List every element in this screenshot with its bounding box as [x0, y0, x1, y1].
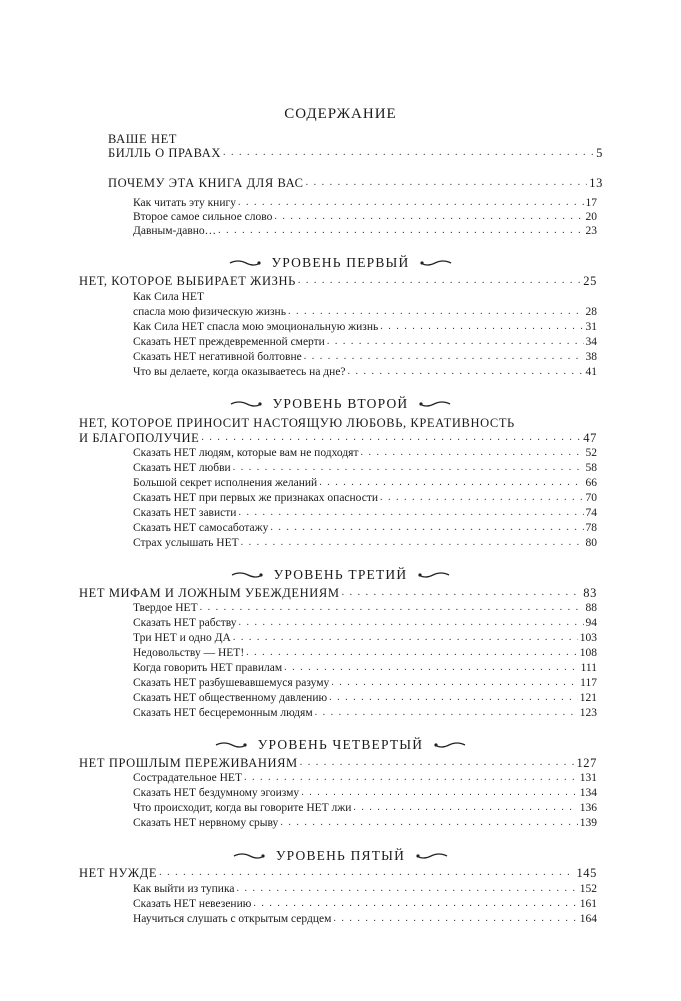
- entry-page: 103: [579, 632, 597, 644]
- leader-dots: [298, 274, 581, 288]
- entry-label: Сказать НЕТ людям, которые вам не подходят: [133, 447, 359, 459]
- entry-label: Сказать НЕТ преждевременной смерти: [133, 336, 325, 348]
- entry-page: 164: [579, 913, 597, 925]
- toc-entry[interactable]: [133, 897, 597, 911]
- entry-label: Второе самое сильное слово: [133, 211, 273, 223]
- toc-entry[interactable]: [133, 506, 597, 520]
- entry-page: 145: [576, 866, 597, 880]
- entry-page: 136: [579, 802, 597, 814]
- entry-label: Сострадательное НЕТ: [133, 772, 242, 784]
- entry-page: 70: [585, 492, 597, 504]
- ornament-icon: [433, 740, 467, 750]
- leader-dots: [253, 897, 577, 911]
- entry-label: Сказать НЕТ при первых же признаках опасности: [133, 492, 378, 504]
- toc-entry[interactable]: [133, 350, 597, 364]
- leader-dots: [300, 756, 575, 770]
- entry-page: 31: [585, 321, 597, 333]
- entry-label: Сказать НЕТ бездумному эгоизму: [133, 787, 300, 799]
- leader-dots: [159, 866, 574, 880]
- leader-dots: [280, 816, 577, 830]
- leader-dots: [274, 210, 583, 224]
- toc-entry[interactable]: [133, 676, 597, 690]
- ornament-icon: [214, 740, 248, 750]
- leader-dots: [218, 224, 583, 238]
- toc-entry[interactable]: [133, 210, 597, 224]
- entry-label: ПОЧЕМУ ЭТА КНИГА ДЛЯ ВАС: [108, 176, 304, 190]
- entry-page: 152: [579, 883, 597, 895]
- intro-first-line: ВАШЕ НЕТ: [108, 132, 178, 146]
- entry-page: 88: [585, 602, 597, 614]
- toc-chapter-entry[interactable]: [79, 431, 597, 445]
- entry-label: Сказать НЕТ невезению: [133, 898, 252, 910]
- leader-dots: [329, 691, 578, 705]
- entry-label: Сказать НЕТ общественному давлению: [133, 692, 328, 704]
- entry-page: 131: [579, 772, 597, 784]
- entry-label: Сказать НЕТ самосаботажу: [133, 522, 269, 534]
- toc-entry[interactable]: [133, 912, 597, 926]
- leader-dots: [331, 676, 578, 690]
- entry-page: 83: [583, 586, 597, 600]
- entry-page: 127: [576, 756, 597, 770]
- toc-entry[interactable]: [133, 365, 597, 379]
- toc-chapter-entry[interactable]: [79, 274, 597, 288]
- sub-first-line: Как Сила НЕТ: [133, 291, 204, 303]
- entry-page: 23: [585, 225, 597, 237]
- toc-entry[interactable]: [133, 320, 597, 334]
- entry-page: 80: [585, 537, 597, 549]
- toc-entry[interactable]: [133, 816, 597, 830]
- toc-entry[interactable]: [133, 882, 597, 896]
- toc-chapter-entry[interactable]: [79, 586, 597, 600]
- entry-label: спасла мою физическую жизнь: [133, 306, 286, 318]
- toc-chapter-entry[interactable]: [79, 866, 597, 880]
- entry-label: Страх услышать НЕТ: [133, 537, 239, 549]
- toc-entry[interactable]: [133, 224, 597, 238]
- leader-dots: [304, 350, 584, 364]
- leader-dots: [315, 706, 578, 720]
- entry-label: Сказать НЕТ зависти: [133, 507, 237, 519]
- toc-entry[interactable]: [133, 801, 597, 815]
- level-heading: [0, 737, 681, 753]
- toc-entry[interactable]: [133, 491, 597, 505]
- entry-label: Сказать НЕТ разбушевавшемуся разуму: [133, 677, 330, 689]
- leader-dots: [342, 586, 582, 600]
- entry-page: 25: [583, 274, 597, 288]
- level-heading-text: УРОВЕНЬ ВТОРОЙ: [272, 396, 409, 411]
- leader-dots: [306, 176, 588, 190]
- entry-page: 17: [585, 197, 597, 209]
- entry-label: НЕТ ПРОШЛЫМ ПЕРЕЖИВАНИЯМ: [79, 756, 298, 770]
- toc-entry[interactable]: [133, 335, 597, 349]
- toc-entry[interactable]: [133, 706, 597, 720]
- entry-page: 134: [579, 787, 597, 799]
- ornament-icon: [418, 399, 452, 409]
- leader-dots: [319, 476, 583, 490]
- leader-dots: [238, 506, 583, 520]
- leader-dots: [284, 661, 578, 675]
- toc-entry[interactable]: [133, 536, 597, 550]
- toc-entry[interactable]: [133, 661, 597, 675]
- entry-page: 139: [579, 817, 597, 829]
- ornament-icon: [229, 399, 263, 409]
- level-heading: [0, 396, 681, 412]
- toc-entry[interactable]: [133, 601, 597, 615]
- toc-entry[interactable]: [133, 521, 597, 535]
- leader-dots: [241, 536, 584, 550]
- entry-page: 38: [585, 351, 597, 363]
- entry-page: 20: [585, 211, 597, 223]
- leader-dots: [353, 801, 577, 815]
- entry-page: 13: [589, 176, 603, 190]
- leader-dots: [233, 461, 584, 475]
- entry-page: 111: [580, 662, 597, 674]
- entry-page: 74: [585, 507, 597, 519]
- entry-label: НЕТ НУЖДЕ: [79, 866, 158, 880]
- entry-label: НЕТ, КОТОРОЕ ВЫБИРАЕТ ЖИЗНЬ: [79, 274, 296, 288]
- toc-entry[interactable]: [133, 476, 597, 490]
- entry-label: Как выйти из тупика: [133, 883, 235, 895]
- leader-dots: [233, 631, 578, 645]
- leader-dots: [270, 521, 583, 535]
- level-heading-text: УРОВЕНЬ ЧЕТВЕРТЫЙ: [257, 737, 424, 752]
- leader-dots: [380, 491, 584, 505]
- toc-entry[interactable]: [108, 146, 603, 160]
- entry-page: 66: [585, 477, 597, 489]
- toc-entry[interactable]: [133, 196, 597, 210]
- entry-label: Как читать эту книгу: [133, 197, 236, 209]
- level-heading: [0, 567, 681, 583]
- leader-dots: [236, 882, 577, 896]
- ornament-icon: [232, 851, 266, 861]
- page-title: СОДЕРЖАНИЕ: [284, 106, 397, 122]
- toc-entry[interactable]: [133, 446, 597, 460]
- toc-entry[interactable]: [133, 461, 597, 475]
- leader-dots: [246, 646, 578, 660]
- toc-entry[interactable]: [133, 691, 597, 705]
- entry-page: 41: [585, 366, 597, 378]
- toc-entry[interactable]: [133, 616, 597, 630]
- entry-label: Недовольству — НЕТ!: [133, 647, 245, 659]
- entry-page: 34: [585, 336, 597, 348]
- toc-entry[interactable]: [108, 176, 603, 190]
- leader-dots: [380, 320, 583, 334]
- entry-page: 123: [579, 707, 597, 719]
- leader-dots: [200, 601, 584, 615]
- entry-label: Что происходит, когда вы говорите НЕТ лжи: [133, 802, 352, 814]
- leader-dots: [301, 786, 578, 800]
- leader-dots: [238, 196, 584, 210]
- toc-entry[interactable]: [133, 631, 597, 645]
- toc-entry[interactable]: [133, 305, 597, 319]
- entry-label: Три НЕТ и одно ДА: [133, 632, 231, 644]
- toc-entry[interactable]: [133, 771, 597, 785]
- entry-page: 52: [585, 447, 597, 459]
- entry-page: 78: [585, 522, 597, 534]
- entry-page: 58: [585, 462, 597, 474]
- entry-label: Давным-давно…: [133, 225, 217, 237]
- leader-dots: [201, 431, 581, 445]
- toc-entry[interactable]: [133, 786, 597, 800]
- toc-chapter-entry[interactable]: [79, 756, 597, 770]
- leader-dots: [239, 616, 584, 630]
- ornament-icon: [230, 570, 264, 580]
- entry-label: Твердое НЕТ: [133, 602, 198, 614]
- entry-label: Когда говорить НЕТ правилам: [133, 662, 283, 674]
- entry-label: Что вы делаете, когда оказываетесь на дне?: [133, 366, 346, 378]
- leader-dots: [223, 146, 594, 160]
- entry-label: Сказать НЕТ любви: [133, 462, 231, 474]
- entry-page: 108: [579, 647, 597, 659]
- level-heading-text: УРОВЕНЬ ПЯТЫЙ: [275, 848, 406, 863]
- entry-label: НЕТ МИФАМ И ЛОЖНЫМ УБЕЖДЕНИЯМ: [79, 586, 340, 600]
- entry-label: Научиться слушать с открытым сердцем: [133, 913, 332, 925]
- entry-label: Как Сила НЕТ спасла мою эмоциональную жизнь: [133, 321, 379, 333]
- entry-label: БИЛЛЬ О ПРАВАХ: [108, 146, 222, 160]
- leader-dots: [288, 305, 584, 319]
- entry-page: 47: [583, 431, 597, 445]
- entry-label: Сказать НЕТ бесцеремонным людям: [133, 707, 313, 719]
- entry-page: 28: [585, 306, 597, 318]
- entry-label: Сказать НЕТ нервному срыву: [133, 817, 279, 829]
- entry-label: Сказать НЕТ негативной болтовне: [133, 351, 302, 363]
- ornament-icon: [415, 851, 449, 861]
- toc-entry[interactable]: [133, 646, 597, 660]
- leader-dots: [361, 446, 584, 460]
- leader-dots: [348, 365, 584, 379]
- leader-dots: [333, 912, 577, 926]
- level-heading-text: УРОВЕНЬ ТРЕТИЙ: [273, 567, 408, 582]
- level-heading: [0, 848, 681, 864]
- entry-page: 121: [579, 692, 597, 704]
- entry-page: 94: [585, 617, 597, 629]
- ornament-icon: [417, 570, 451, 580]
- level-heading: [0, 255, 681, 271]
- level-heading-text: УРОВЕНЬ ПЕРВЫЙ: [271, 255, 410, 270]
- chapter-first-line: НЕТ, КОТОРОЕ ПРИНОСИТ НАСТОЯЩУЮ ЛЮБОВЬ, КРЕАТИВНОСТЬ: [79, 416, 515, 430]
- entry-page: 117: [580, 677, 597, 689]
- entry-label: Сказать НЕТ рабству: [133, 617, 237, 629]
- entry-page: 161: [579, 898, 597, 910]
- leader-dots: [244, 771, 578, 785]
- ornament-icon: [228, 258, 262, 268]
- leader-dots: [327, 335, 584, 349]
- entry-page: 5: [596, 146, 603, 160]
- entry-label: Большой секрет исполнения желаний: [133, 477, 318, 489]
- entry-label: И БЛАГОПОЛУЧИЕ: [79, 431, 200, 445]
- ornament-icon: [419, 258, 453, 268]
